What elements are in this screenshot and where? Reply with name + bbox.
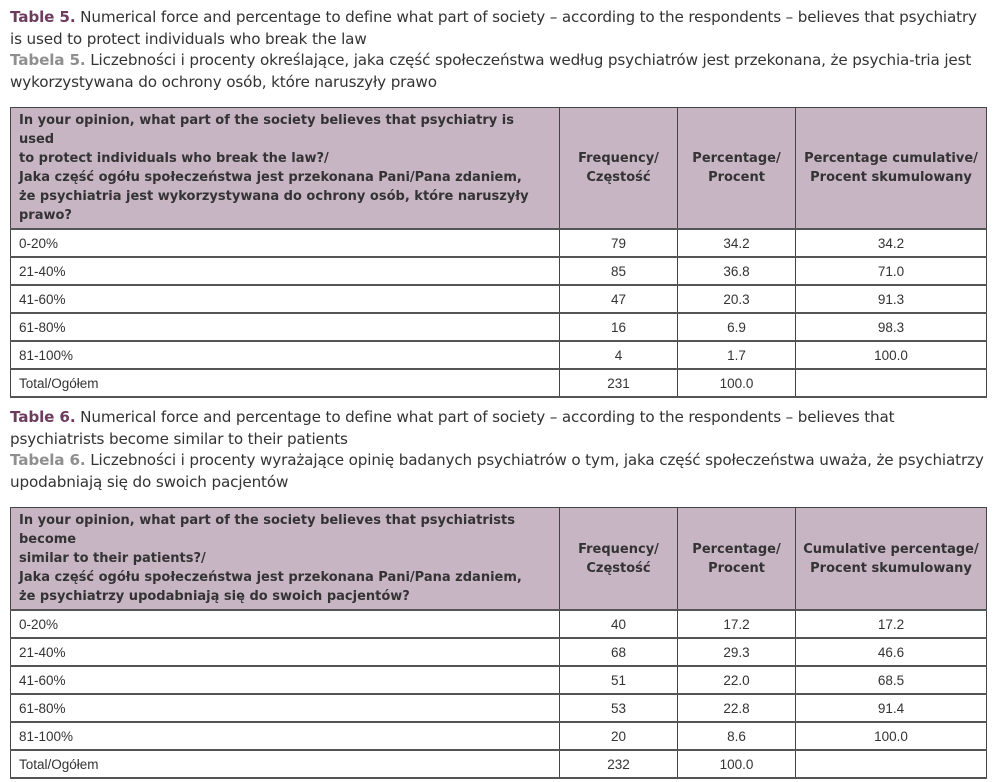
frequency-cell: 68 bbox=[560, 638, 678, 666]
frequency-cell: 85 bbox=[560, 257, 678, 285]
cumulative-cell: 34.2 bbox=[796, 229, 987, 257]
frequency-cell: 40 bbox=[560, 610, 678, 638]
table-5 bbox=[10, 107, 987, 398]
cumulative-cell: 100.0 bbox=[796, 722, 987, 750]
tabela-5-title: Liczebności i procenty określające, jaka część społeczeństwa według psychiatrów jest przekonana, że psychia-tria jest wykorzystywana do ochrony osób, które naruszyły prawo bbox=[10, 51, 972, 91]
category-cell: 41-60% bbox=[11, 666, 560, 694]
cumulative-header bbox=[796, 508, 987, 611]
percentage-cell: 22.8 bbox=[678, 694, 796, 722]
percentage-header bbox=[678, 108, 796, 230]
percentage-cell: 100.0 bbox=[678, 369, 796, 397]
question-en-line-1: In your opinion, what part of the society believes that psychiatry is used bbox=[19, 113, 514, 147]
percentage-cell: 6.9 bbox=[678, 313, 796, 341]
table-5-caption-en bbox=[10, 7, 990, 50]
cumulative-cell: 91.4 bbox=[796, 694, 987, 722]
percentage-header-en: Percentage/ bbox=[692, 151, 781, 166]
cumulative-cell: 100.0 bbox=[796, 341, 987, 369]
table-6-caption bbox=[10, 407, 990, 493]
category-cell: 0-20% bbox=[11, 229, 560, 257]
table-6-title: Numerical force and percentage to define what part of society – according to the respondents – believes that psychiatrists become similar to their patients bbox=[10, 408, 895, 448]
percentage-header-pl: Procent bbox=[708, 560, 765, 576]
cumulative-cell: 46.6 bbox=[796, 638, 987, 666]
percentage-cell: 29.3 bbox=[678, 638, 796, 666]
table-row bbox=[11, 229, 987, 257]
table-row bbox=[11, 666, 987, 694]
question-en-line-1: In your opinion, what part of the society believes that psychiatrists become bbox=[19, 513, 515, 547]
table-6-label: Table 6. bbox=[10, 408, 76, 426]
question-en-line-2: to protect individuals who break the law?/ bbox=[19, 151, 329, 166]
table-row bbox=[11, 257, 987, 285]
cumulative-cell bbox=[796, 750, 987, 778]
percentage-cell: 1.7 bbox=[678, 341, 796, 369]
cumulative-header bbox=[796, 108, 987, 230]
category-cell: 81-100% bbox=[11, 341, 560, 369]
table-row bbox=[11, 610, 987, 638]
frequency-cell: 4 bbox=[560, 341, 678, 369]
table-row bbox=[11, 341, 987, 369]
frequency-cell: 16 bbox=[560, 313, 678, 341]
category-cell: 0-20% bbox=[11, 610, 560, 638]
question-header bbox=[11, 508, 560, 611]
cumulative-cell: 68.5 bbox=[796, 666, 987, 694]
frequency-header bbox=[560, 508, 678, 611]
frequency-cell: 53 bbox=[560, 694, 678, 722]
cumulative-cell bbox=[796, 369, 987, 397]
frequency-cell: 20 bbox=[560, 722, 678, 750]
table-5-caption bbox=[10, 7, 990, 93]
category-cell: 61-80% bbox=[11, 313, 560, 341]
category-cell: Total/Ogółem bbox=[11, 750, 560, 778]
frequency-cell: 79 bbox=[560, 229, 678, 257]
percentage-header bbox=[678, 508, 796, 611]
frequency-header bbox=[560, 108, 678, 230]
category-cell: 81-100% bbox=[11, 722, 560, 750]
cumulative-cell: 98.3 bbox=[796, 313, 987, 341]
percentage-cell: 8.6 bbox=[678, 722, 796, 750]
percentage-cell: 36.8 bbox=[678, 257, 796, 285]
table-6-header-row bbox=[11, 508, 987, 611]
question-en-line-2: similar to their patients?/ bbox=[19, 551, 206, 566]
category-cell: 21-40% bbox=[11, 638, 560, 666]
tabela-6-label: Tabela 6. bbox=[10, 451, 86, 469]
percentage-cell: 20.3 bbox=[678, 285, 796, 313]
cumulative-cell: 91.3 bbox=[796, 285, 987, 313]
question-pl-line-1: Jaka część ogółu społeczeństwa jest przekonana Pani/Pana zdaniem, bbox=[19, 170, 522, 185]
question-pl-line-2: że psychiatrzy upodabniają się do swoich pacjentów? bbox=[19, 589, 410, 604]
cumulative-header-en: Percentage cumulative/ bbox=[804, 151, 978, 166]
percentage-cell: 22.0 bbox=[678, 666, 796, 694]
frequency-header-pl: Częstość bbox=[586, 560, 651, 576]
question-pl-line-2: że psychiatria jest wykorzystywana do ochrony osób, które naruszyły prawo? bbox=[19, 189, 529, 223]
frequency-header-en: Frequency/ bbox=[578, 151, 659, 166]
table-row bbox=[11, 750, 987, 778]
percentage-cell: 17.2 bbox=[678, 610, 796, 638]
cumulative-cell: 71.0 bbox=[796, 257, 987, 285]
frequency-cell: 47 bbox=[560, 285, 678, 313]
tabela-5-label: Tabela 5. bbox=[10, 51, 86, 69]
tabela-6-title: Liczebności i procenty wyrażające opinię badanych psychiatrów o tym, jaka część społeczeństwa uważa, że psychiatrzy upodabniają się do swoich pacjentów bbox=[10, 451, 984, 491]
question-header bbox=[11, 108, 560, 230]
percentage-header-en: Percentage/ bbox=[692, 541, 781, 557]
table-6-caption-en bbox=[10, 407, 990, 450]
category-cell: 21-40% bbox=[11, 257, 560, 285]
percentage-header-pl: Procent bbox=[708, 170, 765, 185]
category-cell: 41-60% bbox=[11, 285, 560, 313]
frequency-cell: 232 bbox=[560, 750, 678, 778]
table-row bbox=[11, 694, 987, 722]
table-5-title: Numerical force and percentage to define what part of society – according to the respondents – believes that psychiatry is used to protect individuals who break the law bbox=[10, 8, 977, 48]
category-cell: 61-80% bbox=[11, 694, 560, 722]
frequency-header-en: Frequency/ bbox=[578, 541, 659, 557]
frequency-header-pl: Częstość bbox=[586, 170, 651, 185]
percentage-cell: 100.0 bbox=[678, 750, 796, 778]
table-row bbox=[11, 285, 987, 313]
table-5-label: Table 5. bbox=[10, 8, 76, 26]
table-5-caption-pl bbox=[10, 50, 990, 93]
table-row bbox=[11, 722, 987, 750]
percentage-cell: 34.2 bbox=[678, 229, 796, 257]
table-row bbox=[11, 638, 987, 666]
cumulative-cell: 17.2 bbox=[796, 610, 987, 638]
cumulative-header-pl: Procent skumulowany bbox=[810, 560, 972, 576]
table-5-header-row bbox=[11, 108, 987, 230]
table-6 bbox=[10, 507, 987, 779]
category-cell: Total/Ogółem bbox=[11, 369, 560, 397]
table-row bbox=[11, 313, 987, 341]
table-row bbox=[11, 369, 987, 397]
frequency-cell: 51 bbox=[560, 666, 678, 694]
table-6-caption-pl bbox=[10, 450, 990, 493]
frequency-cell: 231 bbox=[560, 369, 678, 397]
cumulative-header-en: Cumulative percentage/ bbox=[803, 541, 979, 557]
cumulative-header-pl: Procent skumulowany bbox=[810, 170, 972, 185]
question-pl-line-1: Jaka część ogółu społeczeństwa jest przekonana Pani/Pana zdaniem, bbox=[19, 570, 522, 585]
